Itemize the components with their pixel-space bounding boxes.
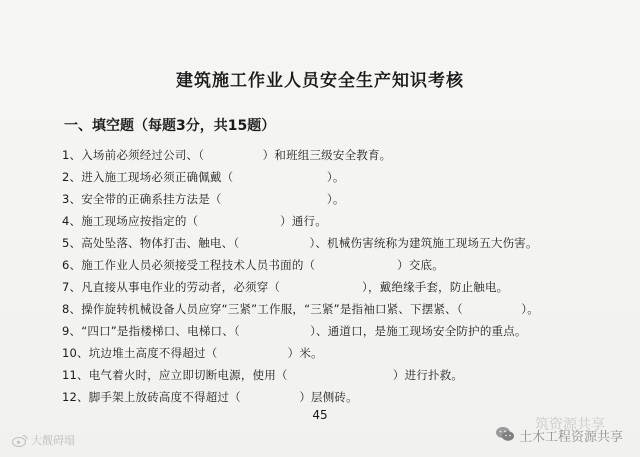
watermark-right-top-text: 筑资源共享 xyxy=(535,417,605,433)
question-12: 12、脚手架上放砖高度不得超过（ ）层侧砖。 xyxy=(62,390,358,404)
question-3: 3、安全带的正确系挂方法是（ ）。 xyxy=(62,192,345,206)
question-5: 5、高处坠落、物体打击、触电、（ ）、机械伤害统称为建筑施工现场五大伤害。 xyxy=(62,236,538,250)
watermark-left-text: 大靓碍塌 xyxy=(31,434,75,447)
page-number: 45 xyxy=(312,408,328,422)
question-8: 8、操作旋转机械设备人员应穿“三紧”工作服，“三紧”是指袖口紧、下摆紧、（ ）。 xyxy=(62,302,539,316)
watermark-left xyxy=(12,432,75,448)
wechat-icon xyxy=(495,426,515,442)
question-7: 7、凡直接从事电作业的劳动者，必须穿（ ），戴绝缘手套，防止触电。 xyxy=(62,280,509,294)
question-1: 1、入场前必须经过公司、（ ）和班组三级安全教育。 xyxy=(62,148,392,162)
question-10: 10、坑边堆土高度不得超过（ ）米。 xyxy=(62,346,323,360)
question-11: 11、电气着火时，应立即切断电源，使用（ ）进行扑救。 xyxy=(62,368,464,382)
weibo-icon xyxy=(12,434,28,447)
section-heading: 一、填空题（每题3分，共15题） xyxy=(64,118,276,134)
question-9: 9、“四口”是指楼梯口、电梯口、（ ）、通道口，是施工现场安全防护的重点。 xyxy=(62,324,527,338)
question-6: 6、施工作业人员必须接受工程技术人员书面的（ ）交底。 xyxy=(62,258,444,272)
watermark-right-text: 土木工程资源共享 xyxy=(519,430,624,445)
question-4: 4、施工现场应按指定的（ ）通行。 xyxy=(62,214,327,228)
document-title: 建筑施工作业人员安全生产知识考核 xyxy=(176,71,464,91)
watermark-right xyxy=(495,417,624,445)
question-2: 2、进入施工现场必须正确佩戴（ ）。 xyxy=(62,170,345,184)
